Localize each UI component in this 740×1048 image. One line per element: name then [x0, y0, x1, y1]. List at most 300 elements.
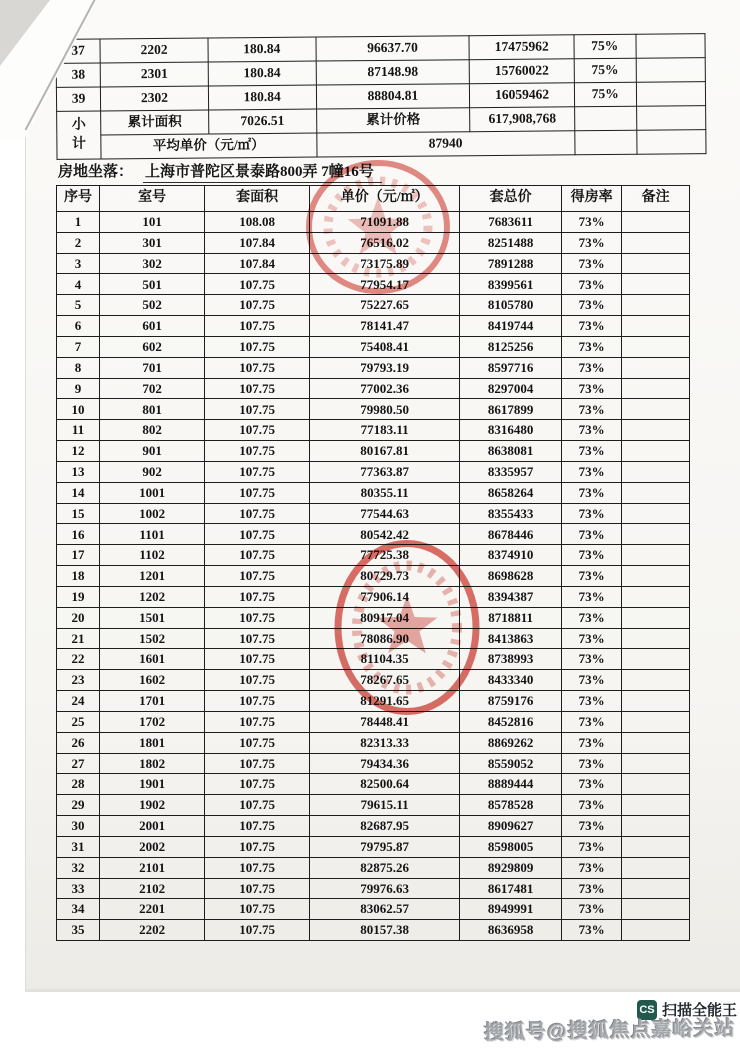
- table-cell: 79795.87: [310, 836, 460, 857]
- table-cell: 28: [57, 774, 100, 795]
- table-cell: 107.75: [205, 586, 310, 607]
- table-row: [57, 420, 690, 441]
- table-cell: 73%: [562, 545, 622, 566]
- table-cell: 502: [100, 295, 205, 316]
- table-cell: 73%: [562, 336, 622, 357]
- table-row: [57, 482, 690, 503]
- table-cell: 2: [57, 232, 100, 253]
- table-cell: 8909627: [460, 816, 562, 837]
- table-cell: 73%: [562, 857, 622, 878]
- header-room: 室号: [100, 186, 205, 212]
- table-row: [57, 295, 690, 316]
- table-cell: 78086.90: [310, 628, 460, 649]
- table-cell: 80167.81: [310, 441, 460, 462]
- table-cell: 902: [100, 461, 205, 482]
- empty-cell: [636, 106, 706, 131]
- table-row: [57, 753, 690, 774]
- table-cell: [622, 316, 690, 337]
- table-cell: 16059462: [470, 83, 575, 108]
- table-cell: [622, 461, 690, 482]
- table-cell: [636, 82, 706, 107]
- header-total-price: 套总价: [460, 186, 562, 212]
- table-cell: [622, 649, 690, 670]
- table-row: [57, 441, 690, 462]
- header-efficiency: 得房率: [562, 186, 622, 212]
- table-row: [57, 503, 690, 524]
- table-row: [57, 566, 690, 587]
- table-cell: 73%: [562, 899, 622, 920]
- table-cell: 101: [100, 212, 205, 233]
- table-cell: 1502: [100, 628, 205, 649]
- table-row: [57, 378, 690, 399]
- table-cell: 8452816: [460, 711, 562, 732]
- table-row: [57, 253, 690, 274]
- paper-bottom-edge: [25, 989, 740, 992]
- table-cell: 8419744: [460, 316, 562, 337]
- table-cell: 73%: [562, 774, 622, 795]
- header-remark: 备注: [622, 186, 690, 212]
- header-area: 套面积: [205, 186, 310, 212]
- table-cell: 302: [100, 253, 205, 274]
- table-cell: 8638081: [460, 441, 562, 462]
- table-row: [57, 732, 690, 753]
- table-cell: 14: [57, 482, 100, 503]
- table-cell: 107.75: [205, 649, 310, 670]
- table-cell: 82687.95: [310, 816, 460, 837]
- table-cell: 701: [100, 357, 205, 378]
- table-cell: 1701: [100, 691, 205, 712]
- table-row: [57, 545, 690, 566]
- table-cell: 8869262: [460, 732, 562, 753]
- table-row: [57, 586, 690, 607]
- table-cell: 73%: [562, 816, 622, 837]
- table-cell: 35: [57, 920, 100, 941]
- table-cell: 77363.87: [310, 461, 460, 482]
- table-cell: 107.75: [205, 545, 310, 566]
- table-row: [57, 920, 690, 941]
- table-cell: 24: [57, 691, 100, 712]
- table-cell: [622, 795, 690, 816]
- table-cell: 17475962: [469, 35, 574, 60]
- table-cell: 107.75: [205, 857, 310, 878]
- table-cell: 4: [57, 274, 100, 295]
- table-cell: [622, 482, 690, 503]
- table-cell: 17: [57, 545, 100, 566]
- table-cell: 77002.36: [310, 378, 460, 399]
- table-cell: 73%: [562, 232, 622, 253]
- table-cell: 107.75: [205, 274, 310, 295]
- table-cell: 180.84: [208, 85, 316, 110]
- table-cell: [622, 503, 690, 524]
- table-row: [57, 461, 690, 482]
- table-cell: 19: [57, 586, 100, 607]
- table-cell: 107.75: [205, 503, 310, 524]
- average-price-value: 87940: [316, 131, 574, 157]
- table-cell: 2101: [100, 857, 205, 878]
- table-cell: [622, 378, 690, 399]
- table-cell: 83062.57: [310, 899, 460, 920]
- table-cell: 73%: [562, 649, 622, 670]
- table-cell: 73%: [562, 420, 622, 441]
- table-cell: 7683611: [460, 212, 562, 233]
- table-cell: 80729.73: [310, 566, 460, 587]
- table-cell: 33: [57, 878, 100, 899]
- table-cell: [622, 524, 690, 545]
- table-cell: 107.75: [205, 753, 310, 774]
- table-cell: 8698628: [460, 566, 562, 587]
- table-cell: 80542.42: [310, 524, 460, 545]
- table-cell: 8678446: [460, 524, 562, 545]
- table-cell: [622, 566, 690, 587]
- table-cell: [622, 607, 690, 628]
- table-cell: 73%: [562, 566, 622, 587]
- table-cell: 11: [57, 420, 100, 441]
- table-cell: 7: [57, 336, 100, 357]
- table-cell: 1202: [100, 586, 205, 607]
- table-cell: 107.75: [205, 566, 310, 587]
- table-row: [57, 857, 690, 878]
- table-cell: [622, 732, 690, 753]
- table-cell: 73%: [562, 711, 622, 732]
- table-cell: 75%: [574, 82, 636, 107]
- table-cell: [622, 232, 690, 253]
- table-row: [57, 816, 690, 837]
- table-cell: 8355433: [460, 503, 562, 524]
- table-cell: 107.75: [205, 295, 310, 316]
- table-cell: 8718811: [460, 607, 562, 628]
- empty-cell: [574, 106, 636, 131]
- table-row: [57, 316, 690, 337]
- table-cell: 107.75: [205, 628, 310, 649]
- table-cell: 73%: [562, 878, 622, 899]
- table-cell: 8889444: [460, 774, 562, 795]
- table-cell: 78141.47: [310, 316, 460, 337]
- table-cell: 10: [57, 399, 100, 420]
- table-cell: 1102: [100, 545, 205, 566]
- table-cell: 12: [57, 441, 100, 462]
- table-cell: 8738993: [460, 649, 562, 670]
- table-cell: 107.75: [205, 670, 310, 691]
- table-cell: [622, 816, 690, 837]
- table-cell: [622, 212, 690, 233]
- table-cell: 81291.65: [310, 691, 460, 712]
- table-row: [57, 232, 690, 253]
- table-row: [57, 711, 690, 732]
- table-cell: 107.75: [205, 836, 310, 857]
- table-row: [57, 774, 690, 795]
- table-cell: [622, 420, 690, 441]
- table-cell: [622, 295, 690, 316]
- table-cell: 37: [56, 39, 100, 63]
- table-cell: 107.75: [205, 399, 310, 420]
- unit-price-table: [56, 185, 690, 941]
- table-cell: [636, 58, 706, 83]
- empty-cell: [575, 130, 637, 155]
- table-cell: 77183.11: [310, 420, 460, 441]
- table-cell: [622, 899, 690, 920]
- table-cell: 81104.35: [310, 649, 460, 670]
- table-cell: [622, 545, 690, 566]
- camscanner-icon: CS: [637, 1000, 657, 1020]
- table-cell: 8297004: [460, 378, 562, 399]
- table-cell: [635, 34, 705, 59]
- table-cell: 1601: [100, 649, 205, 670]
- table-cell: 107.75: [205, 524, 310, 545]
- table-cell: 77725.38: [310, 545, 460, 566]
- empty-cell: [636, 130, 706, 155]
- table-cell: 1901: [100, 774, 205, 795]
- table-cell: 180.84: [208, 37, 316, 62]
- table-cell: 107.75: [205, 607, 310, 628]
- table-cell: 8598005: [460, 836, 562, 857]
- table-cell: [622, 878, 690, 899]
- table-cell: 702: [100, 378, 205, 399]
- table-cell: 13: [57, 461, 100, 482]
- table-cell: 73%: [562, 295, 622, 316]
- table-cell: 107.75: [205, 316, 310, 337]
- table-cell: 2001: [100, 816, 205, 837]
- table-row: [57, 878, 690, 899]
- table-cell: 1001: [100, 482, 205, 503]
- table-cell: [622, 274, 690, 295]
- table-cell: 108.08: [205, 212, 310, 233]
- table-cell: 27: [57, 753, 100, 774]
- table-cell: [622, 753, 690, 774]
- table-cell: 73%: [562, 482, 622, 503]
- table-cell: 38: [56, 63, 100, 87]
- table-cell: 601: [100, 316, 205, 337]
- average-price-label: 平均单价（元/㎡）: [101, 133, 317, 159]
- table-cell: 87148.98: [316, 60, 470, 85]
- table-row: [57, 212, 690, 233]
- table-cell: 2002: [100, 836, 205, 857]
- table-cell: 39: [56, 87, 100, 111]
- table-cell: 301: [100, 232, 205, 253]
- table-cell: 2302: [101, 86, 209, 111]
- table-cell: 107.75: [205, 795, 310, 816]
- table-cell: 34: [57, 899, 100, 920]
- table-cell: 78448.41: [310, 711, 460, 732]
- table-row: [57, 399, 690, 420]
- table-cell: 79976.63: [310, 878, 460, 899]
- table-cell: 73%: [562, 586, 622, 607]
- table-cell: 80157.38: [310, 920, 460, 941]
- table-cell: 107.75: [205, 878, 310, 899]
- table-cell: 180.84: [208, 61, 316, 86]
- table-cell: 107.75: [205, 357, 310, 378]
- table-cell: 1002: [100, 503, 205, 524]
- table-cell: 75%: [574, 34, 636, 59]
- table-cell: 1201: [100, 566, 205, 587]
- table-cell: 107.75: [205, 711, 310, 732]
- table-cell: 79434.36: [310, 753, 460, 774]
- table-cell: 80355.11: [310, 482, 460, 503]
- table-row: [57, 357, 690, 378]
- table-row: [57, 607, 690, 628]
- table-cell: 8597716: [460, 357, 562, 378]
- table-cell: 8374910: [460, 545, 562, 566]
- subtotal-label-cell: [57, 111, 102, 159]
- table-cell: 73%: [562, 732, 622, 753]
- table-cell: 3: [57, 253, 100, 274]
- table-cell: 1602: [100, 670, 205, 691]
- table-cell: 8399561: [460, 274, 562, 295]
- table-cell: [622, 399, 690, 420]
- table-cell: 1802: [100, 753, 205, 774]
- table-cell: 16: [57, 524, 100, 545]
- cumulative-area-value: 7026.51: [208, 109, 316, 134]
- table-cell: 901: [100, 441, 205, 462]
- table-cell: 7891288: [460, 253, 562, 274]
- table-cell: 107.84: [205, 232, 310, 253]
- table-cell: 82313.33: [310, 732, 460, 753]
- location-label: 房地坐落：: [58, 164, 134, 180]
- table-cell: 8394387: [460, 586, 562, 607]
- table-cell: 73%: [562, 836, 622, 857]
- table-cell: 26: [57, 732, 100, 753]
- table-cell: 73%: [562, 441, 622, 462]
- cumulative-price-label: 累计价格: [316, 108, 470, 133]
- table-cell: 2102: [100, 878, 205, 899]
- table-cell: 30: [57, 816, 100, 837]
- table-row: [57, 336, 690, 357]
- table-cell: 79615.11: [310, 795, 460, 816]
- table-cell: [622, 336, 690, 357]
- table-cell: 8433340: [460, 670, 562, 691]
- table-row: [57, 130, 706, 160]
- subtotal-label: 小计: [71, 117, 87, 152]
- table-cell: 32: [57, 857, 100, 878]
- table-cell: 79793.19: [310, 357, 460, 378]
- property-location-heading: [58, 160, 382, 183]
- table-cell: 8578528: [460, 795, 562, 816]
- table-cell: 1101: [100, 524, 205, 545]
- table-cell: 80917.04: [310, 607, 460, 628]
- table-cell: 73%: [562, 753, 622, 774]
- table-cell: 73%: [562, 212, 622, 233]
- table-cell: 602: [100, 336, 205, 357]
- table-cell: 1: [57, 212, 100, 233]
- table-cell: 82500.64: [310, 774, 460, 795]
- table-cell: 75227.65: [310, 295, 460, 316]
- table-cell: 18: [57, 566, 100, 587]
- table-cell: 71091.88: [310, 212, 460, 233]
- table-row: [57, 836, 690, 857]
- table-row: [57, 274, 690, 295]
- table-cell: 107.75: [205, 336, 310, 357]
- table-cell: 8636958: [460, 920, 562, 941]
- table-cell: 73%: [562, 316, 622, 337]
- table-cell: 107.75: [205, 378, 310, 399]
- table-cell: 107.84: [205, 253, 310, 274]
- table-cell: 107.75: [205, 732, 310, 753]
- table-cell: 2202: [100, 920, 205, 941]
- table-row: [57, 670, 690, 691]
- table-row: [57, 795, 690, 816]
- table-cell: 79980.50: [310, 399, 460, 420]
- table-cell: 77544.63: [310, 503, 460, 524]
- price-rows: [57, 212, 690, 941]
- table-cell: [622, 774, 690, 795]
- table-cell: 8617481: [460, 878, 562, 899]
- table-cell: 73%: [562, 378, 622, 399]
- table-cell: 802: [100, 420, 205, 441]
- table-cell: 107.75: [205, 482, 310, 503]
- scanner-app-name: 扫描全能王: [661, 1002, 737, 1019]
- table-cell: 77906.14: [310, 586, 460, 607]
- table-cell: 107.75: [205, 920, 310, 941]
- table-cell: 78267.65: [310, 670, 460, 691]
- table-cell: 6: [57, 316, 100, 337]
- table-cell: 8559052: [460, 753, 562, 774]
- table-cell: 8658264: [460, 482, 562, 503]
- table-cell: 8413863: [460, 628, 562, 649]
- table-cell: [622, 253, 690, 274]
- table-cell: 1501: [100, 607, 205, 628]
- table-cell: 107.75: [205, 691, 310, 712]
- table-cell: 82875.26: [310, 857, 460, 878]
- sohu-watermark: 搜狐号@搜狐焦点嘉峪关站: [484, 1017, 737, 1045]
- table-cell: 8125256: [460, 336, 562, 357]
- header-row: [57, 186, 690, 212]
- table-cell: 8105780: [460, 295, 562, 316]
- table-cell: [622, 857, 690, 878]
- table-cell: 88804.81: [316, 84, 470, 109]
- table-cell: 5: [57, 295, 100, 316]
- table-cell: 1801: [100, 732, 205, 753]
- table-cell: 8316480: [460, 420, 562, 441]
- table-cell: 25: [57, 711, 100, 732]
- table-cell: 2201: [100, 899, 205, 920]
- table-cell: [622, 586, 690, 607]
- table-cell: 21: [57, 628, 100, 649]
- table-cell: 31: [57, 836, 100, 857]
- table-cell: 76516.02: [310, 232, 460, 253]
- table-cell: 73175.89: [310, 253, 460, 274]
- table-cell: 15: [57, 503, 100, 524]
- header-unit-price: 单价（元/㎡）: [310, 186, 460, 212]
- table-cell: 8617899: [460, 399, 562, 420]
- table-cell: 29: [57, 795, 100, 816]
- table-cell: 73%: [562, 795, 622, 816]
- table-cell: [622, 628, 690, 649]
- table-cell: 8929809: [460, 857, 562, 878]
- table-cell: 107.75: [205, 899, 310, 920]
- table-cell: 73%: [562, 461, 622, 482]
- table-cell: 9: [57, 378, 100, 399]
- table-cell: 77954.17: [310, 274, 460, 295]
- table-cell: 22: [57, 649, 100, 670]
- table-cell: 73%: [562, 274, 622, 295]
- table-row: [57, 628, 690, 649]
- table-cell: 73%: [562, 357, 622, 378]
- table-row: [57, 524, 690, 545]
- table-cell: 75%: [574, 58, 636, 83]
- table-row: [57, 691, 690, 712]
- table-cell: 8759176: [460, 691, 562, 712]
- table-header: [57, 186, 690, 212]
- table-cell: 107.75: [205, 774, 310, 795]
- table-cell: 73%: [562, 628, 622, 649]
- table-cell: 8949991: [460, 899, 562, 920]
- table-cell: [622, 920, 690, 941]
- location-address: 上海市普陀区景泰路800弄 7幢16号: [143, 160, 382, 183]
- table-cell: [622, 357, 690, 378]
- table-cell: 73%: [562, 253, 622, 274]
- table-cell: 15760022: [470, 59, 575, 84]
- table-cell: 73%: [562, 524, 622, 545]
- table-cell: 73%: [562, 399, 622, 420]
